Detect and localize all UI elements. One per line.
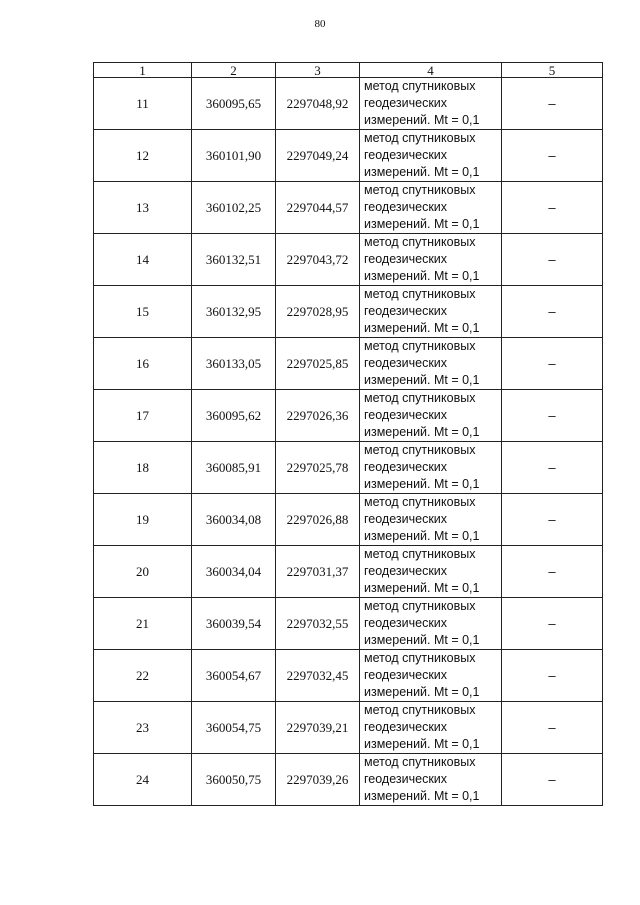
table-row <box>94 754 603 806</box>
method-line: измерений. Mt = 0,1 <box>364 425 480 439</box>
method-line: метод спутниковых <box>364 79 476 93</box>
method-cell <box>360 338 502 390</box>
method-line: метод спутниковых <box>364 183 476 197</box>
table-row <box>94 650 603 702</box>
note-cell: – <box>502 754 603 806</box>
x-coordinate-cell: 360133,05 <box>192 338 276 390</box>
point-number-cell: 11 <box>94 78 192 130</box>
table-row <box>94 390 603 442</box>
note-cell: – <box>502 546 603 598</box>
point-number-cell: 15 <box>94 286 192 338</box>
table-row <box>94 182 603 234</box>
header-col-3: 3 <box>276 63 360 78</box>
method-line: измерений. Mt = 0,1 <box>364 633 480 647</box>
method-line: геодезических <box>364 96 448 110</box>
note-cell: – <box>502 78 603 130</box>
method-line: измерений. Mt = 0,1 <box>364 685 480 699</box>
method-line: метод спутниковых <box>364 391 476 405</box>
method-line: геодезических <box>364 200 448 214</box>
method-line: геодезических <box>364 720 448 734</box>
y-coordinate-cell: 2297044,57 <box>276 182 360 234</box>
method-line: геодезических <box>364 408 448 422</box>
x-coordinate-cell: 360034,04 <box>192 546 276 598</box>
point-number-cell: 20 <box>94 546 192 598</box>
method-line: метод спутниковых <box>364 651 476 665</box>
method-line: измерений. Mt = 0,1 <box>364 373 480 387</box>
table-row <box>94 494 603 546</box>
method-line: геодезических <box>364 148 448 162</box>
table-row <box>94 702 603 754</box>
header-col-2: 2 <box>192 63 276 78</box>
method-line: метод спутниковых <box>364 287 476 301</box>
method-line: измерений. Mt = 0,1 <box>364 269 480 283</box>
table-row <box>94 598 603 650</box>
method-cell <box>360 78 502 130</box>
point-number-cell: 23 <box>94 702 192 754</box>
x-coordinate-cell: 360054,67 <box>192 650 276 702</box>
x-coordinate-cell: 360039,54 <box>192 598 276 650</box>
y-coordinate-cell: 2297026,36 <box>276 390 360 442</box>
method-line: метод спутниковых <box>364 495 476 509</box>
method-line: метод спутниковых <box>364 599 476 613</box>
x-coordinate-cell: 360054,75 <box>192 702 276 754</box>
method-line: геодезических <box>364 304 448 318</box>
method-line: измерений. Mt = 0,1 <box>364 737 480 751</box>
point-number-cell: 17 <box>94 390 192 442</box>
method-line: метод спутниковых <box>364 339 476 353</box>
method-cell <box>360 442 502 494</box>
y-coordinate-cell: 2297039,26 <box>276 754 360 806</box>
table-row <box>94 286 603 338</box>
method-line: метод спутниковых <box>364 443 476 457</box>
method-cell <box>360 130 502 182</box>
x-coordinate-cell: 360101,90 <box>192 130 276 182</box>
method-line: измерений. Mt = 0,1 <box>364 529 480 543</box>
y-coordinate-cell: 2297032,45 <box>276 650 360 702</box>
note-cell: – <box>502 286 603 338</box>
method-line: геодезических <box>364 252 448 266</box>
table-row <box>94 442 603 494</box>
point-number-cell: 24 <box>94 754 192 806</box>
table-row <box>94 78 603 130</box>
point-number-cell: 14 <box>94 234 192 286</box>
method-line: измерений. Mt = 0,1 <box>364 477 480 491</box>
method-line: геодезических <box>364 356 448 370</box>
method-line: измерений. Mt = 0,1 <box>364 217 480 231</box>
page-number: 80 <box>314 18 326 30</box>
x-coordinate-cell: 360095,65 <box>192 78 276 130</box>
method-cell <box>360 650 502 702</box>
x-coordinate-cell: 360085,91 <box>192 442 276 494</box>
y-coordinate-cell: 2297039,21 <box>276 702 360 754</box>
method-line: измерений. Mt = 0,1 <box>364 789 480 803</box>
method-cell <box>360 598 502 650</box>
note-cell: – <box>502 234 603 286</box>
method-line: метод спутниковых <box>364 547 476 561</box>
method-line: метод спутниковых <box>364 131 476 145</box>
note-cell: – <box>502 130 603 182</box>
y-coordinate-cell: 2297049,24 <box>276 130 360 182</box>
y-coordinate-cell: 2297026,88 <box>276 494 360 546</box>
point-number-cell: 13 <box>94 182 192 234</box>
table-row <box>94 234 603 286</box>
header-col-5: 5 <box>502 63 603 78</box>
x-coordinate-cell: 360050,75 <box>192 754 276 806</box>
method-cell <box>360 390 502 442</box>
point-number-cell: 19 <box>94 494 192 546</box>
y-coordinate-cell: 2297025,78 <box>276 442 360 494</box>
table-row <box>94 130 603 182</box>
method-cell <box>360 702 502 754</box>
point-number-cell: 12 <box>94 130 192 182</box>
header-col-4: 4 <box>360 63 502 78</box>
method-line: измерений. Mt = 0,1 <box>364 581 480 595</box>
method-line: геодезических <box>364 772 448 786</box>
x-coordinate-cell: 360132,51 <box>192 234 276 286</box>
note-cell: – <box>502 182 603 234</box>
method-cell <box>360 234 502 286</box>
method-cell <box>360 546 502 598</box>
x-coordinate-cell: 360095,62 <box>192 390 276 442</box>
note-cell: – <box>502 598 603 650</box>
x-coordinate-cell: 360132,95 <box>192 286 276 338</box>
note-cell: – <box>502 338 603 390</box>
method-cell <box>360 286 502 338</box>
y-coordinate-cell: 2297043,72 <box>276 234 360 286</box>
table-header-row <box>94 63 603 78</box>
y-coordinate-cell: 2297031,37 <box>276 546 360 598</box>
note-cell: – <box>502 442 603 494</box>
point-number-cell: 22 <box>94 650 192 702</box>
note-cell: – <box>502 390 603 442</box>
method-line: геодезических <box>364 512 448 526</box>
header-col-1: 1 <box>94 63 192 78</box>
y-coordinate-cell: 2297048,92 <box>276 78 360 130</box>
note-cell: – <box>502 702 603 754</box>
method-line: геодезических <box>364 460 448 474</box>
method-line: измерений. Mt = 0,1 <box>364 165 480 179</box>
y-coordinate-cell: 2297032,55 <box>276 598 360 650</box>
point-number-cell: 18 <box>94 442 192 494</box>
method-line: измерений. Mt = 0,1 <box>364 113 480 127</box>
table-row <box>94 338 603 390</box>
method-cell <box>360 494 502 546</box>
note-cell: – <box>502 494 603 546</box>
method-line: измерений. Mt = 0,1 <box>364 321 480 335</box>
method-line: геодезических <box>364 616 448 630</box>
method-line: геодезических <box>364 668 448 682</box>
method-line: метод спутниковых <box>364 755 476 769</box>
method-line: метод спутниковых <box>364 703 476 717</box>
table-body <box>94 78 603 806</box>
method-cell <box>360 754 502 806</box>
method-line: метод спутниковых <box>364 235 476 249</box>
point-number-cell: 21 <box>94 598 192 650</box>
method-line: геодезических <box>364 564 448 578</box>
x-coordinate-cell: 360034,08 <box>192 494 276 546</box>
note-cell: – <box>502 650 603 702</box>
point-number-cell: 16 <box>94 338 192 390</box>
y-coordinate-cell: 2297025,85 <box>276 338 360 390</box>
coordinates-table <box>93 62 603 806</box>
method-cell <box>360 182 502 234</box>
table-row <box>94 546 603 598</box>
y-coordinate-cell: 2297028,95 <box>276 286 360 338</box>
x-coordinate-cell: 360102,25 <box>192 182 276 234</box>
